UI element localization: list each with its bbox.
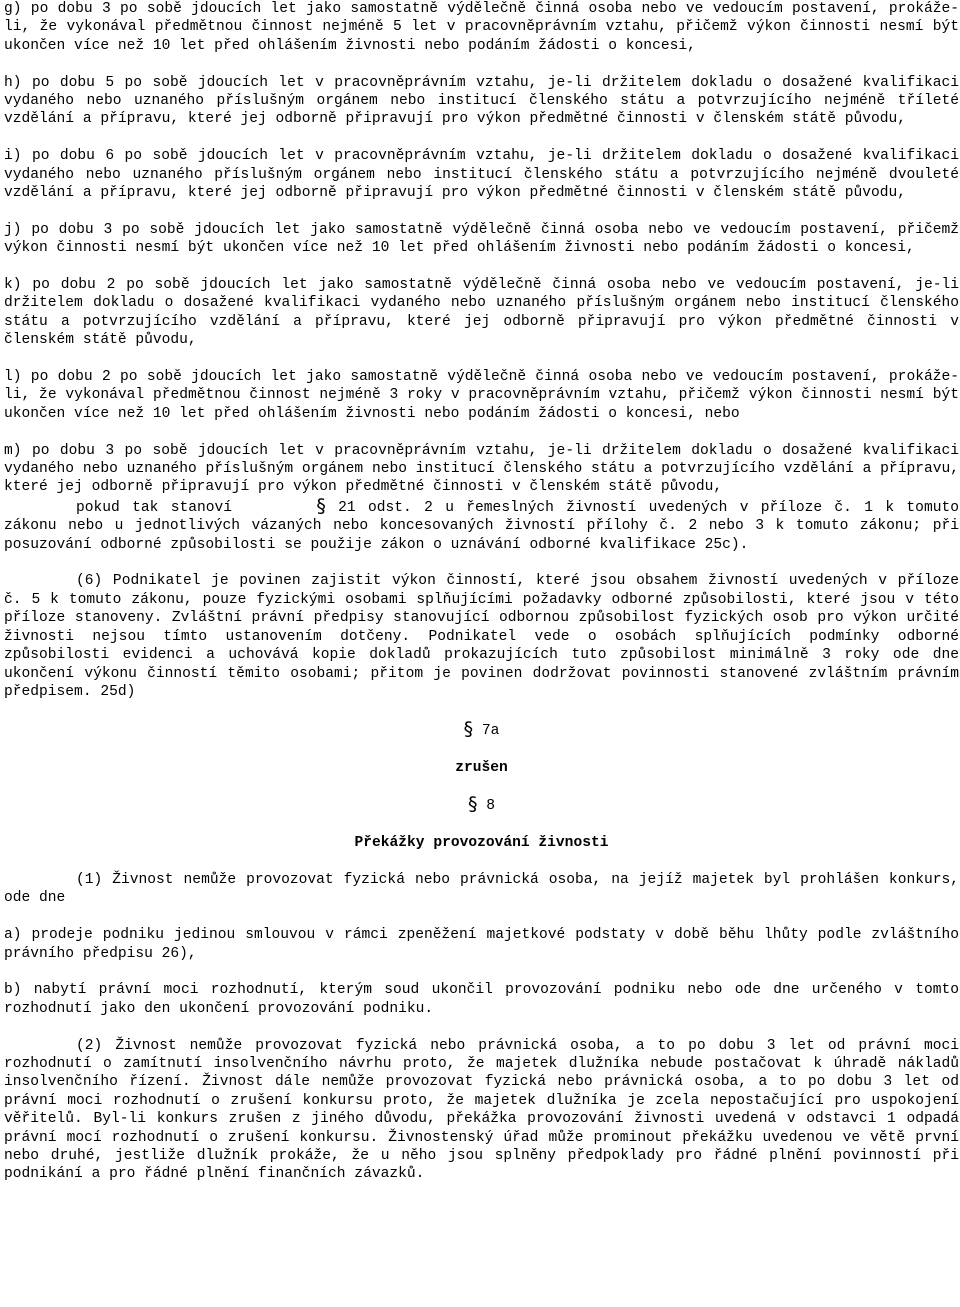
continuation-prefix: pokud tak stanoví — [76, 499, 233, 516]
paragraph-i: i) po dobu 6 po sobě jdoucích let v pracovněprávním vztahu, je-li držitelem dokladu o dosažené kvalifikaci vydaného nebo uznaného příslušným orgánem nebo institucí členského státu a potvrzujícího nejméně dvouleté vzdělání a přípravu, které jej odborně připravují pro výkon předmětné činnosti v členském státě původu, — [4, 148, 959, 202]
section-7a-heading — [4, 717, 959, 740]
paragraph-m-continuation — [4, 494, 959, 554]
section-8-paragraph-2: (2) Živnost nemůže provozovat fyzická nebo právnická osoba, a to po dobu 3 let od právní moci rozhodnutí o zamítnutí insolvenčního návrhu proto, že majetek dlužníka nebude postačovat k úhradě nákladů insolvenčního řízení. Živnost dále nemůže provozovat fyzická nebo právnická osoba, a to po dobu 3 let od právní moci rozhodnutí o zrušení konkursu proto, že majetek dlužníka je zcela nepostačující pro uspokojení věřitelů. Byl-li konkurs zrušen z jiného důvodu, překážka provozování živnosti uvedená v odstavci 1 odpadá právní mocí rozhodnutí o zrušení konkursu. Živnostenský úřad může prominout překážku uvedenou ve větě první nebo druhé, jestliže dlužník prokáže, že u něho jsou splněny předpoklady pro řádné plnění povinností při podnikání a pro řádné plnění finančních závazků. — [4, 1037, 959, 1183]
section-8-item-b: b) nabytí právní moci rozhodnutí, kterým soud ukončil provozování podniku nebo ode dne určeného v tomto rozhodnutí jako den ukončení provozování podniku. — [4, 982, 959, 1017]
paragraph-l: l) po dobu 2 po sobě jdoucích let jako samostatně výdělečně činná osoba nebo ve vedoucím postavení, prokáže-li, že vykonával předmětnou činnost nejméně 3 roky v pracovněprávním vztahu, přičemž výkon činnosti nesmí být ukončen více než 10 let před ohlášením živnosti nebo podáním žádosti o koncesi, nebo — [4, 369, 959, 422]
paragraph-g: g) po dobu 3 po sobě jdoucích let jako samostatně výdělečně činná osoba nebo ve vedoucím postavení, prokáže-li, že vykonával předmětnou činnost nejméně 5 let v pracovněprávním vztahu, přičemž výkon činnosti nesmí být ukončen více než 10 let před ohlášením živnosti nebo podáním žádosti o koncesi, — [4, 1, 959, 54]
section-7a-number: 7a — [481, 722, 500, 739]
paragraph-k: k) po dobu 2 po sobě jdoucích let jako samostatně výdělečně činná osoba nebo ve vedoucím postavení, je-li držitelem dokladu o dosažené kvalifikaci vydaného nebo uznaného příslušným orgánem nebo institucí členského státu a potvrzujícího vzdělání a přípravu, které jej odborně připravují pro výkon předmětné činnosti v členském státě původu, — [4, 277, 959, 349]
paragraph-m: m) po dobu 3 po sobě jdoucích let v pracovněprávním vztahu, je-li držitelem dokladu o dosažené kvalifikaci vydaného nebo uznaného příslušným orgánem nebo institucí členského státu a potvrzujícího vzdělání a přípravu, které jej odborně připravují pro výkon předmětné činnosti v členském státě původu, — [4, 442, 959, 496]
section-8-number: 8 — [486, 798, 496, 815]
continuation-rest: 21 odst. 2 u řemeslných živností uvedených v příloze č. 1 k tomuto zákonu nebo u jednotlivých vázaných nebo koncesovaných živností přílohy č. 2 nebo 3 k tomuto zákonu; při posuzování odborné způsobilosti se použije zákon o uznávání odborné kvalifikace 25c). — [4, 499, 959, 553]
section-symbol-icon: § — [463, 717, 474, 740]
section-7a-status: zrušen — [455, 759, 508, 776]
section-8-title: Překážky provozování živnosti — [354, 835, 609, 852]
paragraph-j: j) po dobu 3 po sobě jdoucích let jako samostatně výdělečně činná osoba nebo ve vedoucím postavení, přičemž výkon činnosti nesmí být ukončen více než 10 let před ohlášením živnosti nebo podáním žádosti o koncesi, — [4, 221, 959, 257]
paragraph-h: h) po dobu 5 po sobě jdoucích let v pracovněprávním vztahu, je-li držitelem dokladu o dosažené kvalifikaci vydaného nebo uznaného příslušným orgánem nebo institucí členského státu a potvrzujícího nejméně tříleté vzdělání a přípravu, které jej odborně připravují pro výkon předmětné činnosti v členském státě původu, — [4, 74, 959, 128]
section-8-heading — [4, 795, 959, 815]
section-symbol-icon: § — [467, 793, 478, 816]
document-page — [4, 0, 959, 1184]
section-8-paragraph-1: (1) Živnost nemůže provozovat fyzická nebo právnická osoba, na jejíž majetek byl prohlášen konkurs, ode dne — [4, 871, 959, 907]
paragraph-6: (6) Podnikatel je povinen zajistit výkon činností, které jsou obsahem živností uvedených v příloze č. 5 k tomuto zákonu, pouze fyzickými osobami splňujícími požadavky odborné způsobilosti, které jsou v této příloze stanoveny. Zvláštní právní předpisy stanovující odbornou způsobilost fyzických osob pro výkon určité živnosti nejsou tímto ustanovením dotčeny. Podnikatel vede o osobách splňujících podmínky odborné způsobilosti evidenci a uchovává kopie dokladů prokazujících tuto způsobilost minimálně 3 roky ode dne ukončení výkonu činností těmito osobami; přitom je povinen dodržovat povinnosti stanovené zvláštním právním předpisem. 25d) — [4, 573, 959, 700]
section-8-item-a: a) prodeje podniku jedinou smlouvou v rámci zpeněžení majetkové podstaty v době běhu lhůty podle zvláštního právního předpisu 26), — [4, 927, 959, 962]
section-symbol-icon: § — [316, 494, 326, 517]
